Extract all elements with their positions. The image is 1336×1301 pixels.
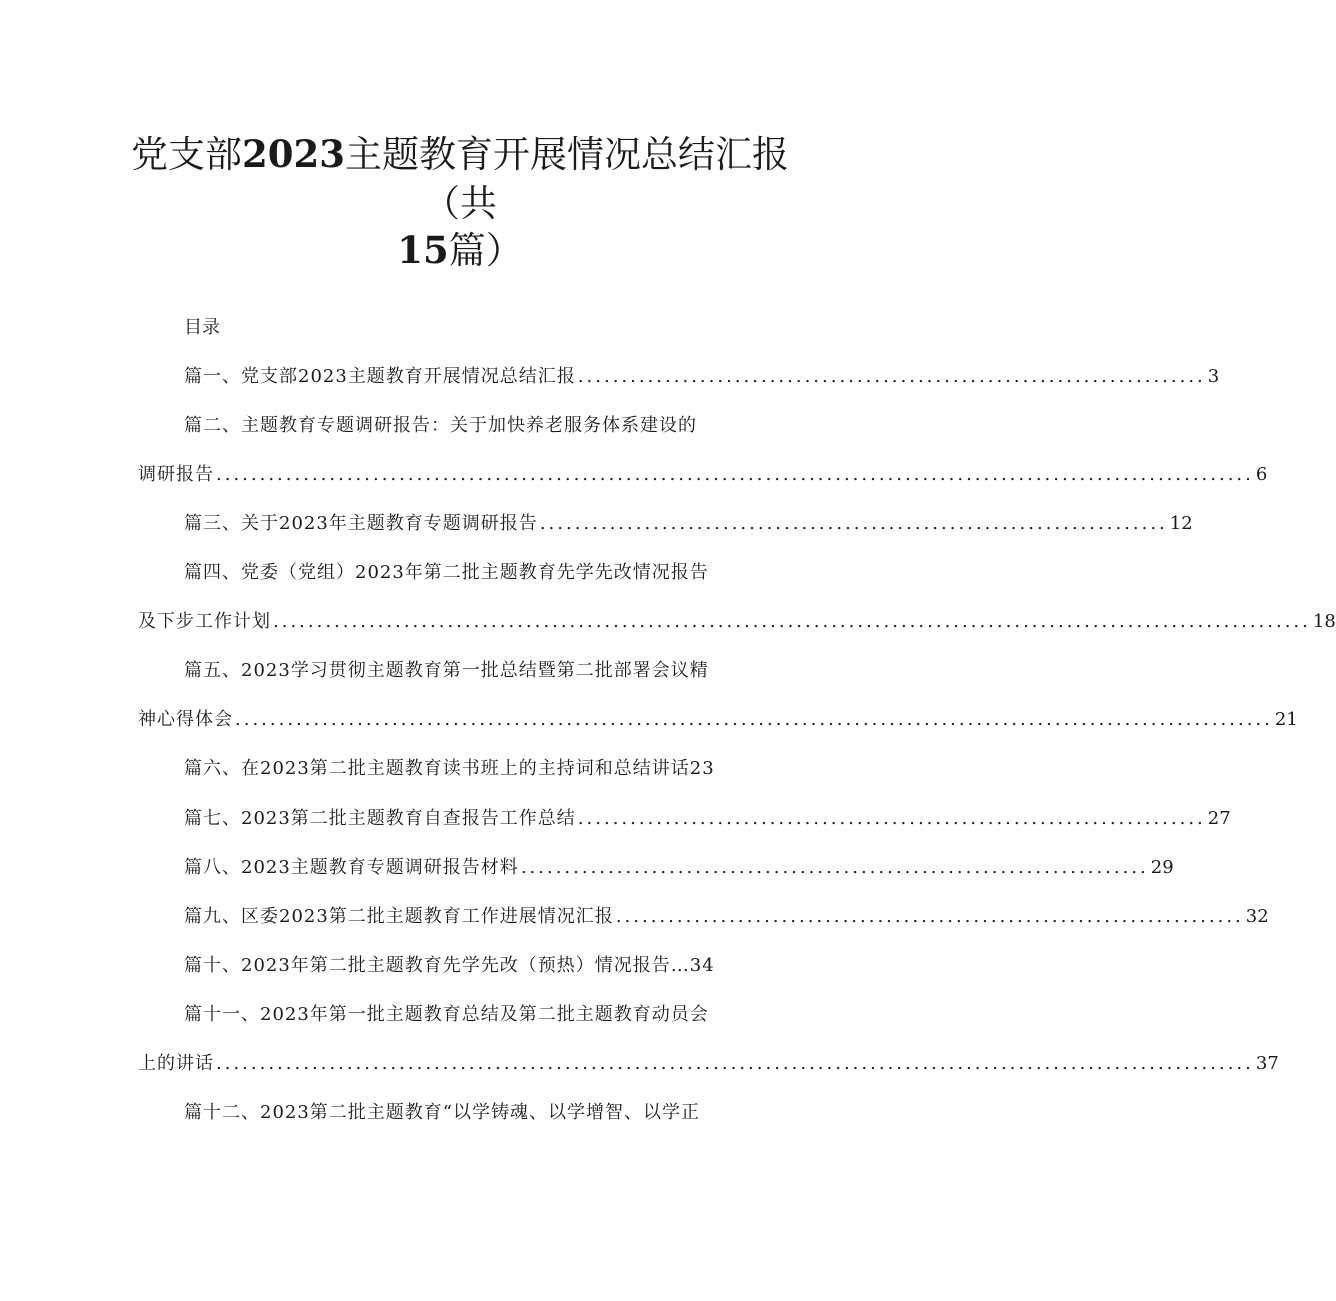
toc-entry-text: 篇二、主题教育专题调研报告：关于加快养老服务体系建设的 xyxy=(184,415,697,436)
toc-leader-dots: ....................................................................................................................... xyxy=(235,709,1273,730)
toc-entry-12-line-1[interactable] xyxy=(184,1100,744,1126)
toc-entry-page: 3 xyxy=(1207,366,1220,387)
title-text-c: 主题教育开展情况总结汇报 xyxy=(344,133,789,176)
toc-entry-6[interactable] xyxy=(184,756,744,782)
toc-entry-2-line-2[interactable] xyxy=(138,462,1268,488)
toc-entry-3[interactable] xyxy=(184,511,1193,537)
toc-entry-page: 12 xyxy=(1169,513,1193,534)
title-year: 2023 xyxy=(242,132,345,176)
toc-leader-dots: ........................................................................ xyxy=(520,857,1149,878)
toc-entry-2-line-1[interactable] xyxy=(184,413,744,439)
toc-entry-text: 调研报告 xyxy=(138,464,214,485)
toc-entry-text: 篇十一、2023年第一批主题教育总结及第二批主题教育动员会 xyxy=(184,1004,709,1025)
toc-entry-10[interactable] xyxy=(184,953,744,979)
toc-entry-text: 神心得体会 xyxy=(138,709,233,730)
toc-entry-1[interactable] xyxy=(184,364,1220,390)
toc-entry-text: 篇九、区委2023第二批主题教育工作进展情况汇报 xyxy=(184,906,614,927)
toc-entry-4-line-2[interactable] xyxy=(138,609,1336,635)
toc-entry-text: 篇十、2023年第二批主题教育先学先改（预热）情况报告…34 xyxy=(184,955,715,976)
document-title-line-3 xyxy=(0,228,920,273)
document-title-line-1 xyxy=(0,132,920,177)
document-title-line-2: （共 xyxy=(423,182,497,225)
toc-leader-dots: ........................................................................ xyxy=(577,808,1206,829)
toc-entry-page: 21 xyxy=(1274,709,1298,730)
toc-entry-text: 及下步工作计划 xyxy=(138,611,271,632)
toc-entry-text: 篇六、在2023第二批主题教育读书班上的主持词和总结讲话23 xyxy=(184,758,715,779)
toc-entry-page: 32 xyxy=(1245,906,1269,927)
toc-entry-4-line-1[interactable] xyxy=(184,560,744,586)
toc-entry-5-line-1[interactable] xyxy=(184,658,744,684)
toc-leader-dots: ....................................................................................................................... xyxy=(216,1053,1254,1074)
toc-entry-page: 37 xyxy=(1255,1053,1279,1074)
toc-entry-page: 6 xyxy=(1255,464,1268,485)
toc-heading: 目录 xyxy=(184,317,220,338)
toc-entry-text: 篇五、2023学习贯彻主题教育第一批总结暨第二批部署会议精 xyxy=(184,660,709,681)
toc-entry-page: 18 xyxy=(1312,611,1336,632)
toc-entry-9[interactable] xyxy=(184,904,1269,930)
toc-entry-text: 上的讲话 xyxy=(138,1053,214,1074)
title-text-a: 党支部 xyxy=(131,133,242,176)
toc-leader-dots: ....................................................................................................................... xyxy=(216,464,1254,485)
toc-entry-5-line-2[interactable] xyxy=(138,707,1298,733)
toc-entry-page: 27 xyxy=(1207,808,1231,829)
toc-entry-text: 篇七、2023第二批主题教育自查报告工作总结 xyxy=(184,808,576,829)
toc-entry-text: 篇十二、2023第二批主题教育“以学铸魂、以学增智、以学正 xyxy=(184,1102,701,1123)
toc-entry-11-line-1[interactable] xyxy=(184,1002,744,1028)
toc-leader-dots: ........................................................................ xyxy=(539,513,1168,534)
toc-entry-text: 篇八、2023主题教育专题调研报告材料 xyxy=(184,857,519,878)
toc-leader-dots: ........................................................................ xyxy=(577,366,1206,387)
toc-entry-page: 29 xyxy=(1150,857,1174,878)
toc-entry-text: 篇一、党支部2023主题教育开展情况总结汇报 xyxy=(184,366,576,387)
toc-entry-text: 篇四、党委（党组）2023年第二批主题教育先学先改情况报告 xyxy=(184,562,709,583)
title-count: 15 xyxy=(397,228,449,272)
title-count-suffix: 篇） xyxy=(448,229,523,272)
toc-entry-11-line-2[interactable] xyxy=(138,1051,1279,1077)
toc-entry-8[interactable] xyxy=(184,855,1174,881)
toc-leader-dots: ....................................................................................................................... xyxy=(273,611,1311,632)
toc-entry-text: 篇三、关于2023年主题教育专题调研报告 xyxy=(184,513,538,534)
toc-leader-dots: ........................................................................ xyxy=(615,906,1244,927)
toc-entry-7[interactable] xyxy=(184,806,1231,832)
